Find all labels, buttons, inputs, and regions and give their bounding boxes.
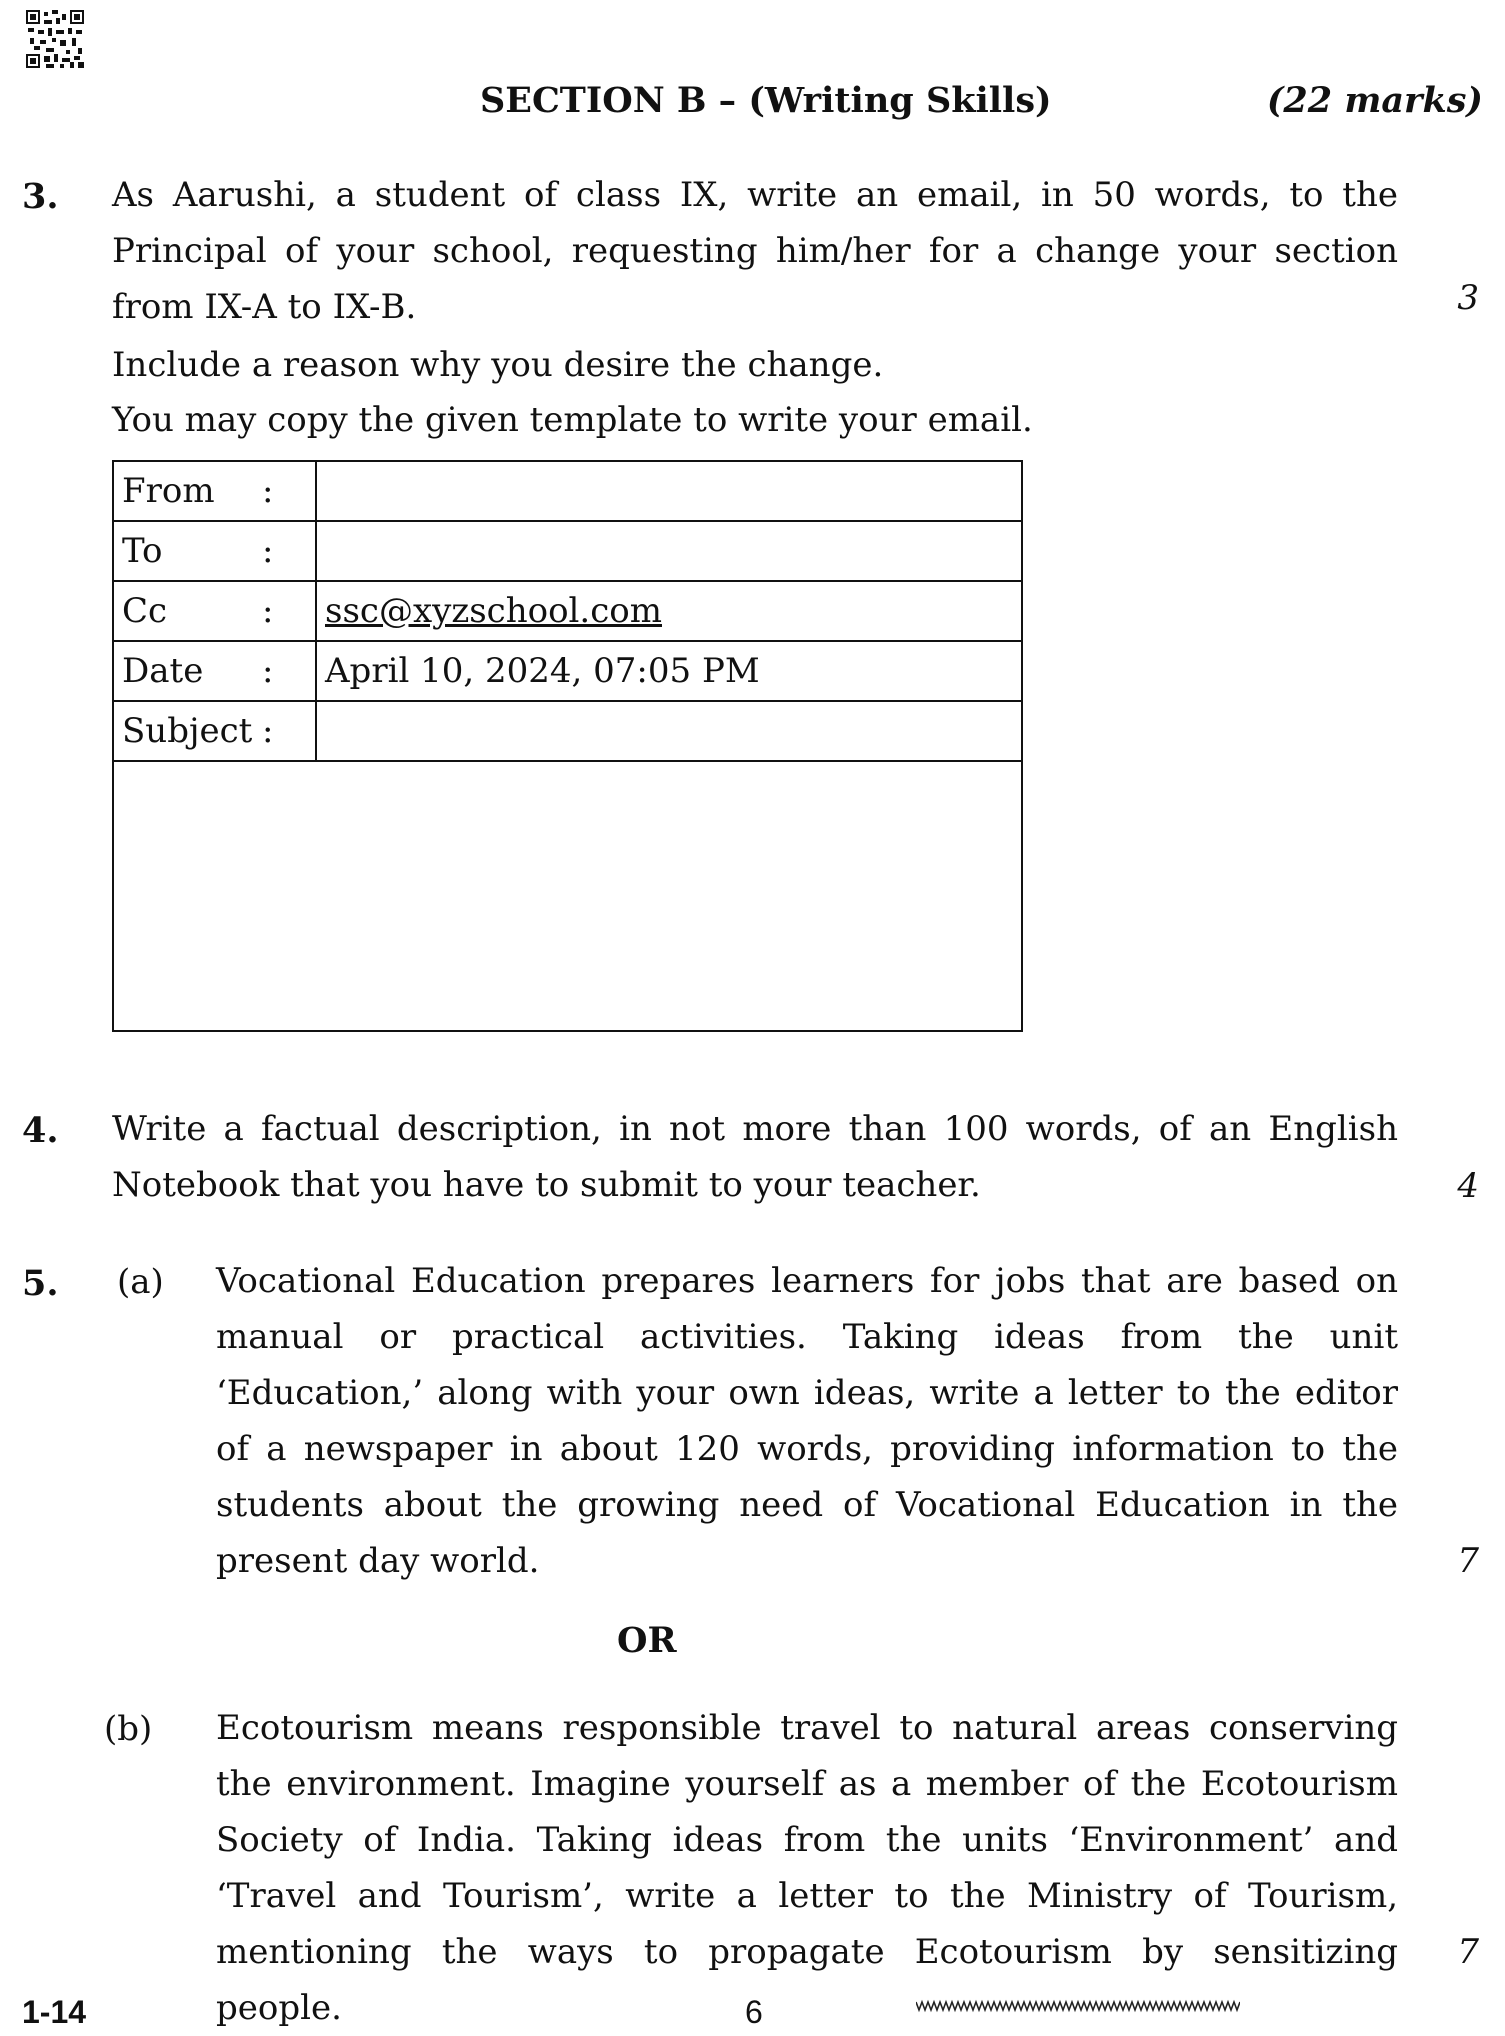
or-separator: OR <box>617 1620 677 1661</box>
section-title: SECTION B – (Writing Skills) <box>480 80 1052 121</box>
from-value <box>316 461 1022 521</box>
email-row-subject <box>113 701 1022 761</box>
email-template-table <box>112 460 1023 1032</box>
colon: : <box>262 711 274 751</box>
colon: : <box>262 591 274 631</box>
colon: : <box>262 531 274 571</box>
footer-paper-code: 1-14 <box>22 1994 87 2030</box>
email-row-cc <box>113 581 1022 641</box>
question-3-number: 3. <box>22 176 59 217</box>
section-marks: (22 marks) <box>1266 80 1483 121</box>
question-3-marks: 3 <box>1457 278 1479 318</box>
qr-code-icon <box>26 10 84 68</box>
question-5b-text: Ecotourism means responsible travel to natural areas conserving the environment. Imagine yourself as a member of the Ecotourism Society of India. Taking ideas from the units ‘Environment’ and ‘Travel and Tourism’, write a letter to the Ministry of Tourism, mentioning the ways to propagate Ecotourism by sensitizing people. <box>216 1708 1398 2028</box>
date-value: April 10, 2024, 07:05 PM <box>316 641 1022 701</box>
footer-page-number: 6 <box>745 1994 763 2030</box>
email-row-to <box>113 521 1022 581</box>
colon: : <box>262 471 274 511</box>
subject-value <box>316 701 1022 761</box>
question-4-marks: 4 <box>1457 1166 1479 1206</box>
question-3-instruction-reason: Include a reason why you desire the change. <box>112 345 884 385</box>
question-5a-text: Vocational Education prepares learners for jobs that are based on manual or practical activities. Taking ideas from the unit ‘Education,’ along with your own ideas, write a letter to the editor of a newspaper in about 120 words, providing information to the students about the growing need of Vocational Education in the present day world. <box>216 1261 1398 1581</box>
from-label: From <box>122 471 215 511</box>
email-row-date <box>113 641 1022 701</box>
cc-email-link: ssc@xyzschool.com <box>325 591 662 631</box>
question-5a-marks: 7 <box>1457 1541 1479 1581</box>
wave-pattern-icon <box>916 1996 1240 2016</box>
question-5a-label: (a) <box>117 1262 164 1302</box>
question-5b-label: (b) <box>104 1709 153 1749</box>
email-body-area <box>113 761 1022 1031</box>
question-3-text: As Aarushi, a student of class IX, write an email, in 50 words, to the Principal of your school, requesting him/her for a change your section from IX-A to IX-B. <box>112 175 1398 327</box>
to-label: To <box>122 531 163 571</box>
question-5-number: 5. <box>22 1263 59 1304</box>
question-4-text: Write a factual description, in not more than 100 words, of an English Notebook that you have to submit to your teacher. <box>112 1109 1398 1205</box>
question-4-number: 4. <box>22 1110 59 1151</box>
cc-label: Cc <box>122 591 168 631</box>
to-value <box>316 521 1022 581</box>
question-3-instruction-template: You may copy the given template to write your email. <box>112 400 1033 440</box>
email-body-row <box>113 761 1022 1031</box>
question-5b-marks: 7 <box>1457 1932 1479 1972</box>
subject-label: Subject <box>122 711 253 751</box>
colon: : <box>262 651 274 691</box>
email-row-from <box>113 461 1022 521</box>
date-label: Date <box>122 651 204 691</box>
